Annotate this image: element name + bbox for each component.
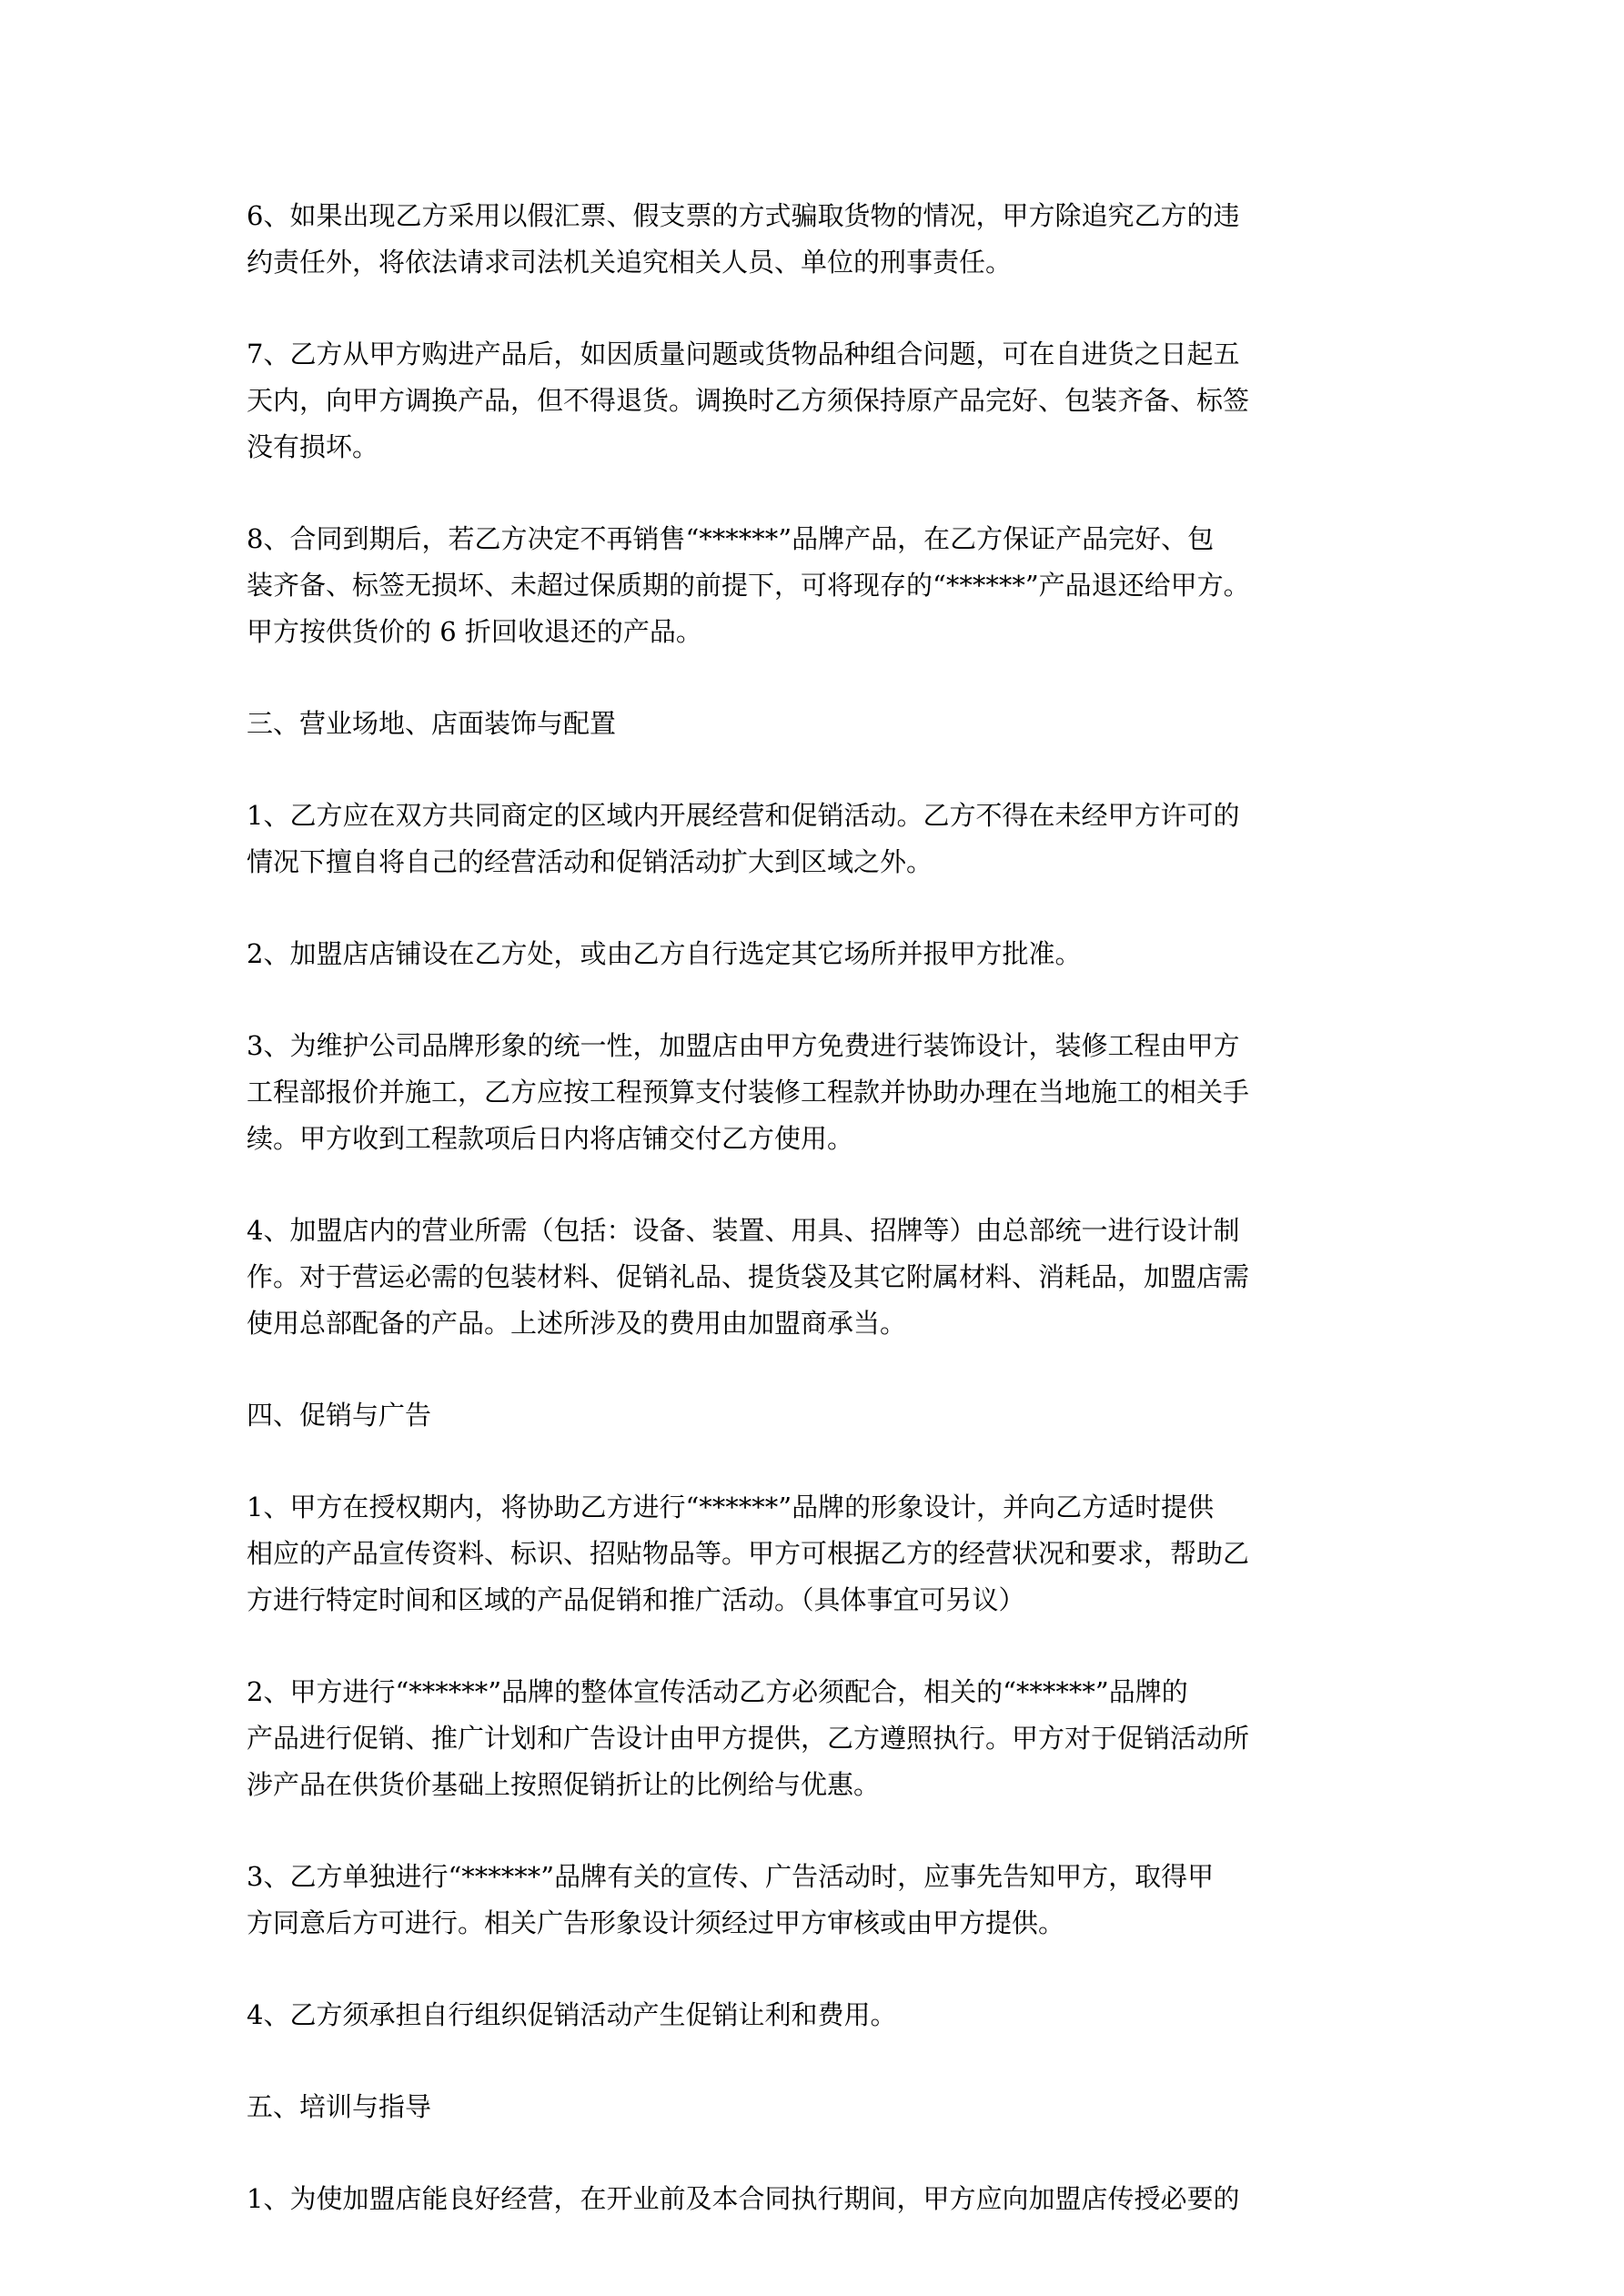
paragraph [247,1992,1384,2038]
paragraph-line: 天内，向甲方调换产品，但不得退货。调换时乙方须保持原产品完好、包装齐备、标签 [247,385,1250,416]
paragraph-line: 8、合同到期后，若乙方决定不再销售“******”品牌产品，在乙方保证产品完好、包 [247,523,1215,554]
paragraph [247,331,1384,470]
paragraph [247,1669,1384,1808]
paragraph-line: 装齐备、标签无损坏、未超过保质期的前提下，可将现存的“******”产品退还给甲方。 [247,570,1250,601]
paragraph-line: 情况下擅自将自己的经营活动和促销活动扩大到区域之外。 [247,846,933,877]
paragraph-line: 没有损坏。 [247,431,379,462]
paragraph-line: 续。甲方收到工程款项后日内将店铺交付乙方使用。 [247,1123,854,1154]
paragraph-line: 涉产品在供货价基础上按照促销折让的比例给与优惠。 [247,1769,881,1800]
paragraph-line: 方同意后方可进行。相关广告形象设计须经过甲方审核或由甲方提供。 [247,1907,1065,1938]
paragraph [247,2176,1384,2222]
paragraph-line: 甲方按供货价的 6 折回收退还的产品。 [247,616,702,647]
section-heading [247,1392,1384,1439]
paragraph-line: 产品进行促销、推广计划和广告设计由甲方提供，乙方遵照执行。甲方对于促销活动所 [247,1723,1250,1754]
paragraph-line: 1、甲方在授权期内，将协助乙方进行“******”品牌的形象设计，并向乙方适时提供 [247,1492,1215,1522]
paragraph-line: 2、加盟店店铺设在乙方处，或由乙方自行选定其它场所并报甲方批准。 [247,938,1082,969]
section-heading [247,2084,1384,2130]
paragraph [247,1023,1384,1162]
paragraph [247,793,1384,885]
paragraph [247,193,1384,286]
paragraph-line: 1、为使加盟店能良好经营，在开业前及本合同执行期间，甲方应向加盟店传授必要的 [247,2183,1240,2214]
paragraph-line: 4、乙方须承担自行组织促销活动产生促销让利和费用。 [247,1999,897,2030]
paragraph-line: 2、甲方进行“******”品牌的整体宣传活动乙方必须配合，相关的“******”品牌的 [247,1676,1188,1707]
paragraph-line: 1、乙方应在双方共同商定的区域内开展经营和促销活动。乙方不得在未经甲方许可的 [247,800,1240,831]
paragraph [247,931,1384,977]
paragraph-line: 6、如果出现乙方采用以假汇票、假支票的方式骗取货物的情况，甲方除追究乙方的违 [247,200,1240,231]
paragraph-line: 相应的产品宣传资料、标识、招贴物品等。甲方可根据乙方的经营状况和要求，帮助乙 [247,1538,1250,1569]
paragraph-line: 4、加盟店内的营业所需（包括：设备、装置、用具、招牌等）由总部统一进行设计制 [247,1215,1240,1246]
paragraph-line: 方进行特定时间和区域的产品促销和推广活动。（具体事宜可另议） [247,1584,1025,1615]
paragraph [247,1854,1384,1947]
paragraph [247,1484,1384,1623]
document-page [247,193,1384,2268]
paragraph-line: 约责任外，将依法请求司法机关追究相关人员、单位的刑事责任。 [247,247,1013,278]
paragraph-line: 作。对于营运必需的包装材料、促销礼品、提货袋及其它附属材料、消耗品，加盟店需 [247,1261,1250,1292]
paragraph [247,516,1384,655]
heading-text: 五、培训与指导 [247,2091,432,2122]
section-heading [247,701,1384,747]
paragraph [247,1208,1384,1347]
paragraph-line: 工程部报价并施工，乙方应按工程预算支付装修工程款并协助办理在当地施工的相关手 [247,1077,1250,1108]
paragraph-line: 7、乙方从甲方购进产品后，如因质量问题或货物品种组合问题，可在自进货之日起五 [247,339,1240,369]
heading-text: 三、营业场地、店面装饰与配置 [247,708,617,739]
paragraph-line: 3、乙方单独进行“******”品牌有关的宣传、广告活动时，应事先告知甲方，取得甲 [247,1861,1215,1892]
paragraph-line: 3、为维护公司品牌形象的统一性，加盟店由甲方免费进行装饰设计，装修工程由甲方 [247,1030,1240,1061]
paragraph-line: 使用总部配备的产品。上述所涉及的费用由加盟商承当。 [247,1308,907,1339]
heading-text: 四、促销与广告 [247,1400,432,1431]
